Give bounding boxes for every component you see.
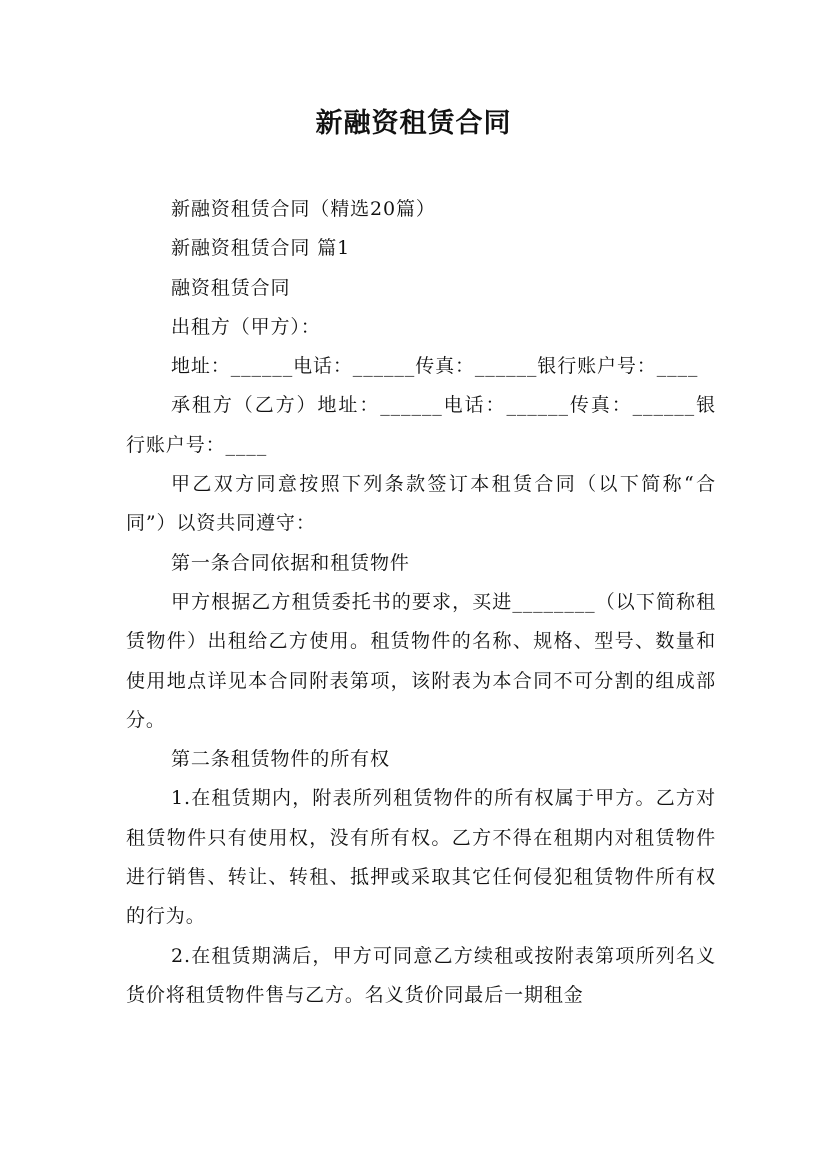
paragraph-contract-name: 融资租赁合同 [171, 276, 291, 299]
paragraph-lessee-contact: 承租方（乙方）地址：______电话：______传真：______银行账户号：____ [126, 394, 716, 456]
paragraph-article-2-heading: 第二条租赁物件的所有权 [171, 748, 390, 771]
paragraph-lessor-contact: 地址：______电话：______传真：______银行账户号：____ [171, 355, 699, 378]
paragraph-heading-collection: 新融资租赁合同（精选20篇） [171, 198, 436, 220]
paragraph-lessor-label: 出租方（甲方）： [171, 315, 321, 338]
paragraph-article-1-heading: 第一条合同依据和租赁物件 [171, 551, 410, 574]
document-body [126, 190, 716, 1015]
paragraph-article-1-body: 甲方根据乙方租赁委托书的要求，买进________（以下简称租赁物件）出租给乙方使用。租赁物件的名称、规格、型号、数量和使用地点详见本合同附表第项，该附表为本合同不可分割的组成部分。 [126, 590, 716, 731]
document-title: 新融资租赁合同 [315, 108, 512, 139]
paragraph-article-number: 新融资租赁合同 篇1 [171, 237, 351, 260]
paragraph-article-2-item-2: 2.在租赁期满后，甲方可同意乙方续租或按附表第项所列名义货价将租赁物件售与乙方。名义货价同最后一期租金 [126, 944, 716, 1006]
paragraph-article-2-item-1: 1.在租赁期内，附表所列租赁物件的所有权属于甲方。乙方对租赁物件只有使用权，没有所有权。乙方不得在租期内对租赁物件进行销售、转让、转租、抵押或采取其它任何侵犯租赁物件所有权的行为。 [126, 787, 716, 928]
paragraph-agreement-intro: 甲乙双方同意按照下列条款签订本租赁合同（以下简称“合同”）以资共同遵守： [126, 473, 716, 535]
